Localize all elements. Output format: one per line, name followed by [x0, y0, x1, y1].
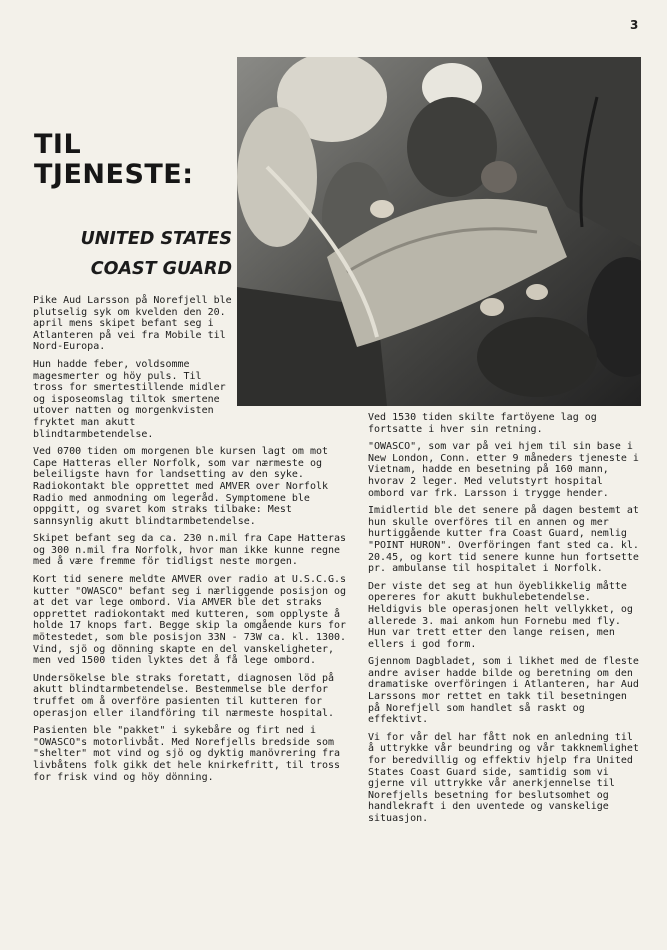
right-column	[368, 412, 644, 831]
article-title	[34, 130, 234, 190]
paragraph: Der viste det seg at hun öyeblikkelig måtte opereres for akutt bukhulebetendelse. Heldigvis ble operasjonen helt vellykket, og allerede 3. mai ankom hun Fornebu med fly. Hun var trett etter den lange reisen, men ellers i god form.	[368, 580, 633, 650]
subtitle-line-1: UNITED STATES	[80, 229, 232, 249]
title-line-1: TIL	[34, 129, 82, 160]
paragraph: Ved 0700 tiden om morgenen ble kursen lagt om mot Cape Hatteras eller Norfolk, som var nærmeste og beleiligste havn for landsetting av den syke. Radiokontakt ble opprettet med AMVER over Norfolk Radio med anmodning om legeråd. Symptomene ble oppgitt, og svaret kom straks tilbake: Mest sannsynlig akutt blindtarmbetendelse.	[33, 446, 329, 527]
paragraph: Pasienten ble "pakket" i sykebåre og firt ned i "OWASCO"s motorlivbåt. Med Norefjells bredside som "shelter" mot vind og sjö og dyktig manövrering fra livbåtens folk gikk det hele knirkefritt, til tross for frisk vind og höy dönning.	[33, 725, 341, 783]
paragraph: Hun hadde feber, voldsomme magesmerter og höy puls. Til tross for smertestillende midler og isposeomslag tiltok smertene utover natten og morgenkvisten fryktet man akutt blindtarmbetendelse.	[33, 358, 226, 440]
paragraph: Imidlertid ble det senere på dagen bestemt at hun skulle overföres til en annen og mer hurtiggående kutter fra Coast Guard, nemlig "POINT HURON". Overföringen fant sted ca. kl. 20.45, og kort tid senere kunne hun fortsette pr. ambulanse til hospitalet i Norfolk.	[368, 505, 639, 575]
paragraph: Kort tid senere meldte AMVER over radio at U.S.C.G.s kutter "OWASCO" befant seg i nærliggende posisjon og at det var lege ombord. Via AMVER ble det straks opprettet radiokontakt med kutteren, som opplyste å holde 17 knops fart. Begge skip la omgående kurs for mötestedet, som ble posisjon 33N - 73W ca. kl. 1300. Vind, sjö og dönning skapte en del vanskeligheter, men ved 1500 tiden lyktes det å få lege ombord.	[33, 574, 347, 667]
subtitle-line-2: COAST GUARD	[90, 259, 232, 279]
paragraph: Gjennom Dagbladet, som i likhet med de fleste andre aviser hadde bilde og beretning om den dramatiske overföringen i Atlanteren, har Aud Larssons mor rettet en takk til besetningen på Norefjell som handlet så raskt og effektivt.	[368, 656, 639, 726]
page-number: 3	[630, 18, 639, 32]
paragraph: Pike Aud Larsson på Norefjell ble plutselig syk om kvelden den 20. april mens skipet befant seg i Atlanteren på vei fra Mobile til Nord-Europa.	[33, 295, 232, 353]
article-subtitle	[50, 224, 232, 284]
title-line-2: TJENESTE:	[34, 159, 194, 190]
paragraph: "OWASCO", som var på vei hjem til sin base i New London, Conn. etter 9 måneders tjeneste i Vietnam, hadde en besetning på 160 mann, hvorav 2 leger. Med velutstyrt hospital ombord var frk. Larsson i trygge hender.	[368, 441, 639, 499]
paragraph: Undersökelse ble straks foretatt, diagnosen löd på akutt blindtarmbetendelse. Bestemmelse ble derfor truffet om å overföre pasienten til kutteren for operasjon eller ilandföring til nærmeste hospital.	[33, 672, 335, 719]
paragraph: Ved 1530 tiden skilte fartöyene lag og fortsatte i hver sin retning.	[368, 412, 597, 435]
paragraph: Vi for vår del har fått nok en anledning til å uttrykke vår beundring og vår takknemlighet for beredvillig og effektiv hjelp fra United States Coast Guard side, samtidig som vi gjerne vil uttrykke vår anerkjennelse til Norefjells besetning for beslutsomhet og handlekraft i den uventede og vanskelige situasjon.	[368, 731, 639, 824]
left-column	[33, 295, 358, 789]
paragraph: Skipet befant seg da ca. 230 n.mil fra Cape Hatteras og 300 n.mil fra Norfolk, hvor man ikke kunne regne med å være fremme för tidligst neste morgen.	[33, 533, 347, 568]
